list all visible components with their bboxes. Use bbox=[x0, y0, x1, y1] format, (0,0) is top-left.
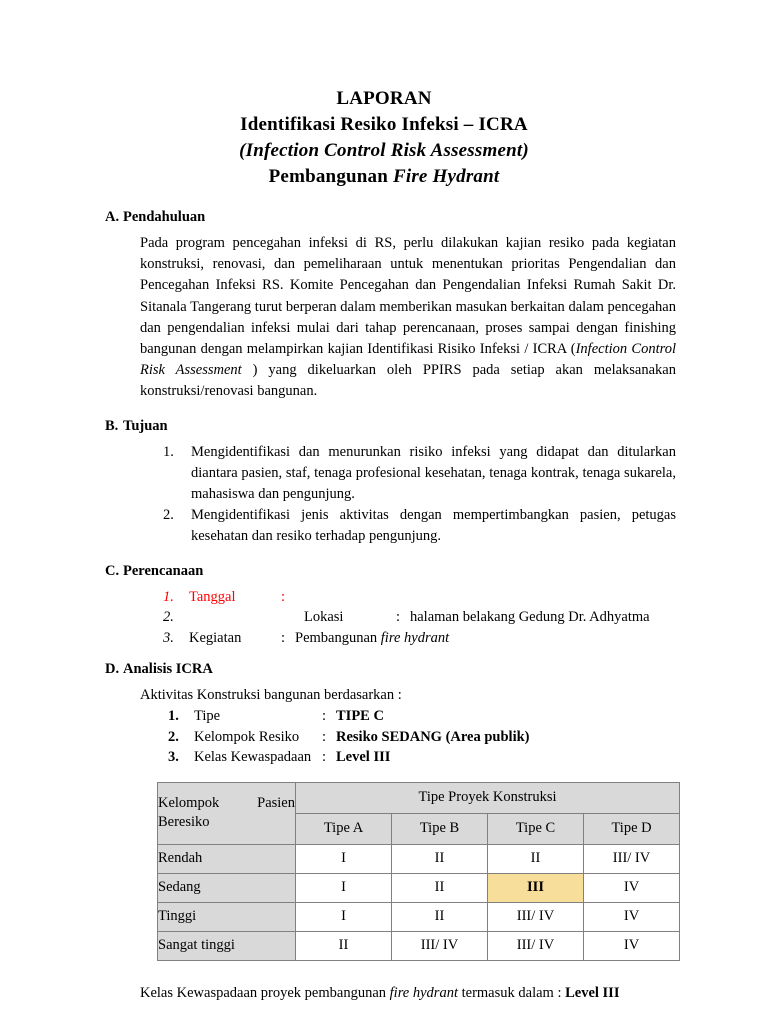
analisis-row-1-label: Tipe bbox=[194, 708, 221, 725]
perencanaan-row-2-number: 2. bbox=[163, 609, 174, 626]
analisis-row-1-value: TIPE C bbox=[336, 708, 384, 725]
perencanaan-row-3-value bbox=[295, 628, 768, 649]
tujuan-list bbox=[163, 442, 676, 548]
row-label-sangat-tinggi: Sangat tinggi bbox=[158, 931, 296, 960]
footnote-italic-term: fire hydrant bbox=[389, 984, 458, 1001]
table-span-header: Tipe Proyek Konstruksi bbox=[296, 782, 680, 813]
list-item bbox=[163, 442, 676, 506]
perencanaan-row-1-number: 1. bbox=[163, 588, 174, 605]
corner-header-line-1 bbox=[158, 794, 295, 813]
tujuan-item-2-number: 2. bbox=[163, 507, 174, 524]
cell-sedang-tipe-b: II bbox=[392, 873, 488, 902]
title-line-4-prefix: Pembangunan bbox=[268, 166, 393, 187]
section-d-letter: D. bbox=[105, 661, 120, 678]
perencanaan-row-3-colon: : bbox=[281, 629, 286, 646]
corner-header-left: Kelompok bbox=[158, 795, 220, 812]
cell-sedang-tipe-c-highlighted: III bbox=[488, 873, 584, 902]
table-row bbox=[158, 873, 680, 902]
analisis-row-1-colon: : bbox=[322, 708, 327, 725]
row-label-rendah: Rendah bbox=[158, 844, 296, 873]
section-d-heading bbox=[0, 660, 768, 679]
title-line-1: LAPORAN bbox=[336, 88, 432, 109]
analisis-row-2-number: 2. bbox=[168, 728, 179, 745]
column-header-tipe-a: Tipe A bbox=[296, 813, 392, 844]
table-row bbox=[158, 902, 680, 931]
perencanaan-row-1-label: Tanggal bbox=[189, 588, 236, 605]
perencanaan-row-2-colon: : bbox=[396, 609, 401, 626]
section-a-heading bbox=[0, 208, 768, 227]
tujuan-item-2-text: Mengidentifikasi jenis aktivitas dengan mempertimbangkan pasien, petugas kesehatan dan resiko terhadap pengunjung. bbox=[191, 507, 676, 545]
perencanaan-row-3-label: Kegiatan bbox=[189, 629, 242, 646]
analisis-row-kelas-kewaspadaan bbox=[168, 747, 768, 768]
icra-matrix-table bbox=[157, 782, 680, 961]
cell-tinggi-tipe-b: II bbox=[392, 902, 488, 931]
title-line-4 bbox=[0, 164, 768, 190]
section-a-letter: A. bbox=[105, 209, 120, 225]
cell-sangat-tinggi-tipe-b: III/ IV bbox=[392, 931, 488, 960]
analisis-intro: Aktivitas Konstruksi bangunan berdasarkan : bbox=[140, 687, 402, 704]
cell-sangat-tinggi-tipe-d: IV bbox=[584, 931, 680, 960]
table-header-row-1 bbox=[158, 782, 680, 813]
perencanaan-row-kegiatan bbox=[163, 628, 768, 649]
paragraph-part-2: ) yang dikeluarkan oleh PPIRS pada setiap akan melaksanakan konstruksi/renovasi bangunan. bbox=[140, 362, 676, 400]
cell-rendah-tipe-d: III/ IV bbox=[584, 844, 680, 873]
paragraph-part-1: Pada program pencegahan infeksi di RS, perlu dilakukan kajian resiko pada kegiatan konstruksi, renovasi, dan pemeliharaan untuk menentukan prioritas Pengendalian dan Pencegahan Infeksi RS. Komite Pencegahan dan Pengendalian Infeksi Rumah Sakit Dr. Sitanala Tangerang turut berperan dalam memberikan masukan berkaitan dalam pencegahan dan pengendalian infeksi mulai dari tahap perencanaan, proses sampai dengan finishing bangunan dengan melampirkan kajian Identifikasi Risiko Infeksi / ICRA ( bbox=[140, 235, 676, 358]
section-b-title: Tujuan bbox=[123, 417, 168, 434]
analisis-list bbox=[168, 706, 768, 768]
cell-sangat-tinggi-tipe-c: III/ IV bbox=[488, 931, 584, 960]
table-footnote bbox=[140, 983, 768, 1003]
section-c-heading bbox=[0, 562, 768, 581]
section-a-paragraph bbox=[140, 233, 676, 403]
cell-rendah-tipe-a: I bbox=[296, 844, 392, 873]
cell-rendah-tipe-c: II bbox=[488, 844, 584, 873]
cell-sedang-tipe-a: I bbox=[296, 873, 392, 902]
document-title-block bbox=[0, 0, 768, 190]
perencanaan-row-lokasi bbox=[163, 607, 768, 628]
analisis-row-1-number: 1. bbox=[168, 708, 179, 725]
footnote-level-value: Level III bbox=[565, 984, 620, 1001]
perencanaan-row-1-colon: : bbox=[281, 588, 286, 605]
table-row bbox=[158, 844, 680, 873]
table-corner-header bbox=[158, 782, 296, 844]
row-label-tinggi: Tinggi bbox=[158, 902, 296, 931]
perencanaan-row-tanggal bbox=[163, 587, 768, 608]
analisis-row-3-value: Level III bbox=[336, 749, 391, 766]
analisis-row-2-value: Resiko SEDANG (Area publik) bbox=[336, 728, 530, 745]
icra-matrix-table-wrapper bbox=[157, 782, 679, 961]
section-c-title: Perencanaan bbox=[123, 562, 204, 579]
section-a-title: Pendahuluan bbox=[123, 209, 206, 225]
perencanaan-row-2-value: halaman belakang Gedung Dr. Adhyatma bbox=[410, 609, 650, 626]
section-b-letter: B. bbox=[105, 417, 119, 434]
perencanaan-row-2-label: Lokasi bbox=[304, 609, 344, 626]
column-header-tipe-d: Tipe D bbox=[584, 813, 680, 844]
title-line-2: Identifikasi Resiko Infeksi – ICRA bbox=[240, 114, 528, 135]
title-line-3: (Infection Control Risk Assessment) bbox=[239, 140, 529, 161]
footnote-part-1: Kelas Kewaspadaan proyek pembangunan bbox=[140, 984, 390, 1001]
analisis-row-tipe bbox=[168, 706, 768, 727]
cell-tinggi-tipe-d: IV bbox=[584, 902, 680, 931]
analisis-row-2-label: Kelompok Resiko bbox=[194, 728, 300, 745]
section-analisis-icra bbox=[0, 660, 768, 1003]
cell-rendah-tipe-b: II bbox=[392, 844, 488, 873]
section-d-title: Analisis ICRA bbox=[123, 661, 213, 678]
analisis-row-3-label: Kelas Kewaspadaan bbox=[194, 749, 312, 766]
cell-sangat-tinggi-tipe-a: II bbox=[296, 931, 392, 960]
analisis-row-3-colon: : bbox=[322, 749, 327, 766]
column-header-tipe-c: Tipe C bbox=[488, 813, 584, 844]
corner-header-line-2: Beresiko bbox=[158, 814, 210, 831]
corner-header-right: Pasien bbox=[257, 795, 295, 812]
tujuan-item-1-number: 1. bbox=[163, 443, 174, 460]
perencanaan-row-3-number: 3. bbox=[163, 629, 174, 646]
cell-sedang-tipe-d: IV bbox=[584, 873, 680, 902]
section-pendahuluan bbox=[0, 208, 768, 403]
tujuan-item-1-text: Mengidentifikasi dan menurunkan risiko infeksi yang didapat dan ditularkan diantara pasien, staf, tenaga profesional kesehatan, tenaga kontrak, tenaga sukarela, mahasiswa dan pengunjung. bbox=[191, 443, 676, 503]
perencanaan-list bbox=[163, 587, 768, 649]
table-row bbox=[158, 931, 680, 960]
analisis-row-2-colon: : bbox=[322, 728, 327, 745]
perencanaan-row-3-value-text: Pembangunan bbox=[295, 629, 381, 646]
footnote-part-2: termasuk dalam : bbox=[457, 984, 566, 1001]
paragraph-italic-term: Infection Control Risk Assessment bbox=[140, 341, 676, 379]
column-header-tipe-b: Tipe B bbox=[392, 813, 488, 844]
row-label-sedang: Sedang bbox=[158, 873, 296, 902]
section-tujuan bbox=[0, 417, 768, 548]
section-b-heading bbox=[0, 417, 768, 436]
analisis-row-kelompok-resiko bbox=[168, 727, 768, 748]
cell-tinggi-tipe-a: I bbox=[296, 902, 392, 931]
cell-tinggi-tipe-c: III/ IV bbox=[488, 902, 584, 931]
title-line-4-italic: Fire Hydrant bbox=[392, 166, 500, 187]
section-c-letter: C. bbox=[105, 562, 120, 579]
perencanaan-row-3-value-italic: fire hydrant bbox=[380, 629, 450, 646]
analisis-row-3-number: 3. bbox=[168, 749, 179, 766]
section-perencanaan bbox=[0, 562, 768, 649]
list-item bbox=[163, 505, 676, 547]
